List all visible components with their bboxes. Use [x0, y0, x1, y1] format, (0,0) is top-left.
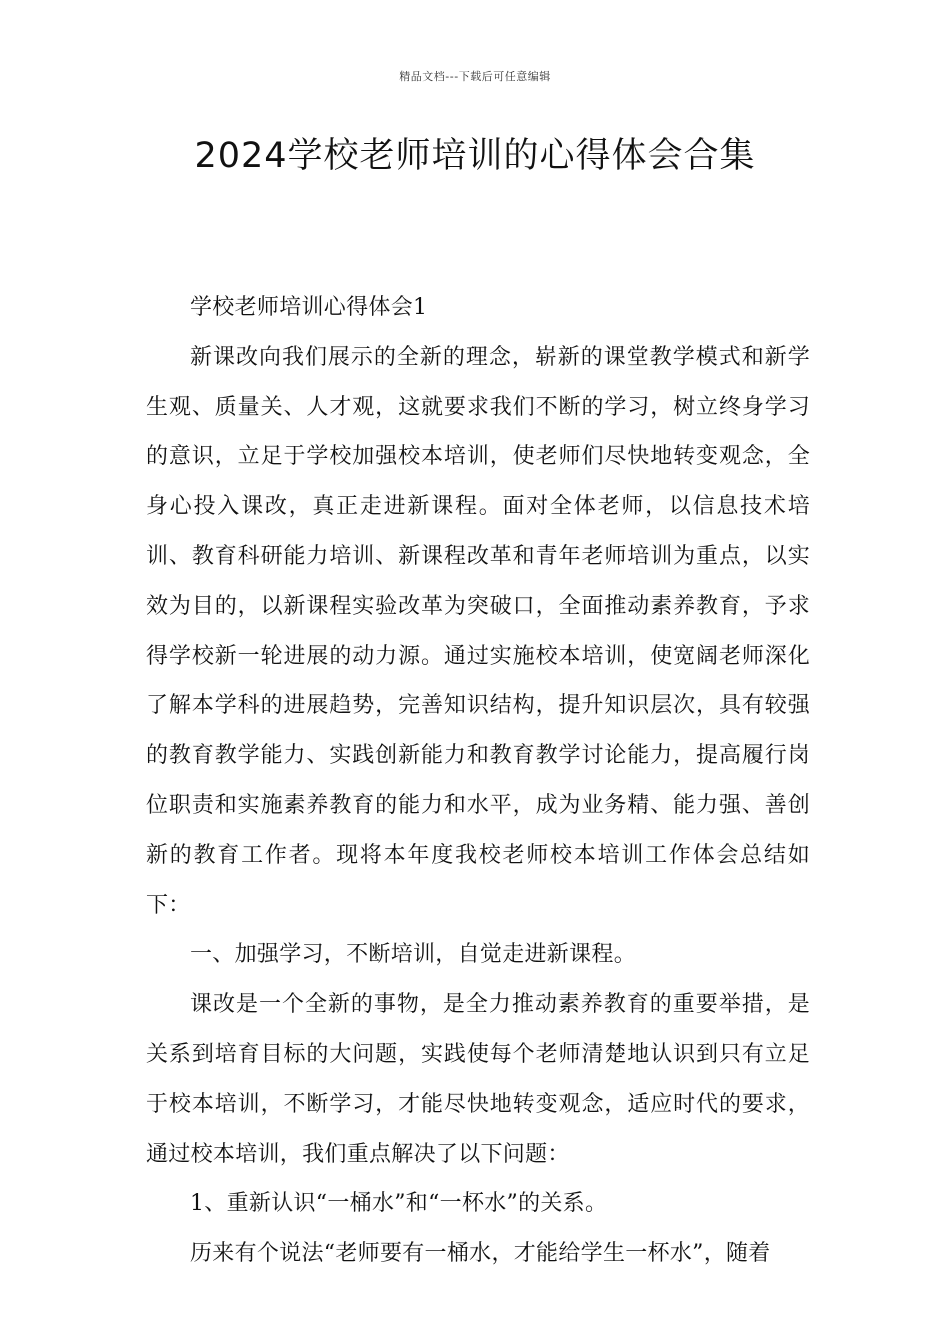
paragraph: 课改是一个全新的事物，是全力推动素养教育的重要举措，是关系到培育目标的大问题，实践使每个老师清楚地认识到只有立足于校本培训，不断学习，才能尽快地转变观念，适应时代的要求，通过校本培训，我们重点解决了以下问题： — [146, 992, 810, 1167]
paragraph: 新课改向我们展示的全新的理念，崭新的课堂教学模式和新学生观、质量关、人才观，这就要求我们不断的学习，树立终身学习的意识，立足于学校加强校本培训，使老师们尽快地转变观念，全身心投入课改，真正走进新课程。面对全体老师，以信息技术培训、教育科研能力培训、新课程改革和青年老师培训为重点，以实效为目的，以新课程实验改革为突破口，全面推动素养教育，予求得学校新一轮进展的动力源。通过实施校本培训，使宽阔老师深化了解本学科的进展趋势，完善知识结构，提升知识层次，具有较强的教育教学能力、实践创新能力和教育教学讨论能力，提高履行岗位职责和实施素养教育的能力和水平，成为业务精、能力强、善创新的教育工作者。现将本年度我校老师校本培训工作体会总结如下： — [146, 344, 810, 918]
header-note: 精品文档---下载后可任意编辑 — [399, 70, 551, 83]
section-heading: 学校老师培训心得体会1 — [190, 295, 428, 320]
document-title: 2024学校老师培训的心得体会合集 — [194, 136, 756, 176]
subsection-heading: 1、重新认识“一桶水”和“一杯水”的关系。 — [190, 1191, 608, 1217]
section-heading: 一、加强学习，不断培训，自觉走进新课程。 — [190, 942, 637, 968]
document-body — [146, 283, 810, 1279]
paragraph: 历来有个说法“老师要有一桶水，才能给学生一杯水”，随着 — [190, 1241, 771, 1267]
